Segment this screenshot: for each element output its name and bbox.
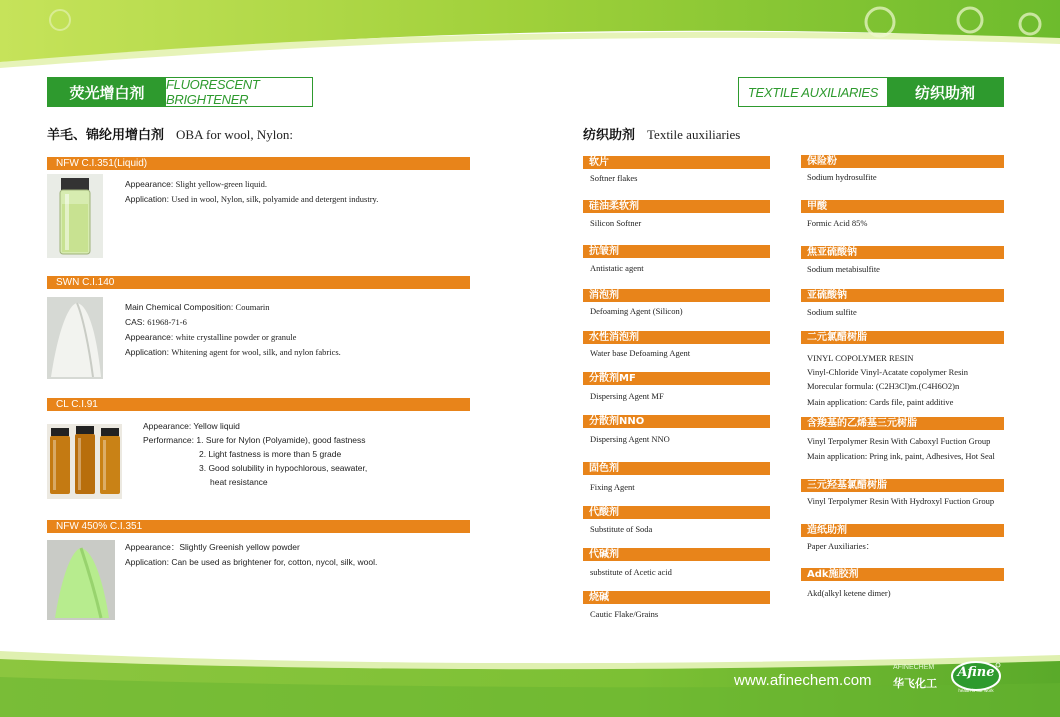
aux-text: Akd(alkyl ketene dimer) [807,588,891,598]
aux-text: Main application: Pring ink, paint, Adhesives, Hot Seal [807,451,995,461]
aux-bar: 烧碱 [583,591,770,604]
aux-text: Morecular formula: (C2H3Cl)m.(C4H6O2)n [807,381,960,391]
aux-text: Main application: Cards file, paint additive [807,397,954,407]
fluorescent-brightener-header [47,77,313,107]
aux-bar: 消泡剂 [583,289,770,302]
aux-bar: 造纸助剂 [801,524,1004,537]
brand-en: AFINECHEM [893,664,935,671]
header-right-cn: 纺织助剂 [887,78,1003,106]
aux-bar: 代碱剂 [583,548,770,561]
aux-text: Sodium metabisulfite [807,264,880,274]
top-green-band [0,0,1060,70]
left-section-zh: 羊毛、锦纶用增白剂 [47,128,165,143]
product-line: Appearance: Yellow liquid [143,421,240,431]
aux-text: Dispersing Agent MF [590,391,664,401]
aux-text: Sodium hydrosulfite [807,172,877,182]
aux-bar: 亚硫酸钠 [801,289,1004,302]
aux-text: Vinyl Terpolymer Resin With Hydroxyl Fuction Group [807,496,995,506]
aux-text: Formic Acid 85% [807,218,868,228]
aux-text: Dispersing Agent NNO [590,434,670,444]
product-line: 3. Good solubility in hypochlorous, seawater, [199,463,368,473]
aux-bar: 二元氯醋树脂 [801,331,1004,344]
aux-bar: 软片 [583,156,770,169]
product-desc-nfw-450 [125,540,377,570]
left-section-title [47,124,293,143]
product-desc-cl [143,419,367,489]
logo-text: Afine [957,665,995,680]
product-line: Application: Whitening agent for wool, silk, and nylon fabrics. [125,347,341,357]
white-powder-icon [47,297,103,379]
product-line: Main Chemical Composition: Coumarin [125,302,270,312]
product-line: Application: Can be used as brightener for, cotton, nycol, silk, wool. [125,557,378,567]
product-line: Appearance: white crystalline powder or granule [125,332,297,342]
product-line: Appearance: Slight yellow-green liquid. [125,179,267,189]
aux-text: Paper Auxiliaries： [807,541,875,551]
aux-bar: 焦亚硫酸钠 [801,246,1004,259]
liquid-vial-icon [47,174,103,258]
aux-bar: 抗皱剂 [583,245,770,258]
right-section-title [583,124,740,143]
green-powder-icon [47,540,115,620]
aux-bar: 代酸剂 [583,506,770,519]
product-bar-cl: CL C.I.91 [47,398,470,411]
aux-text: Softner flakes [590,173,638,183]
aux-bar: 甲酸 [801,200,1004,213]
header-left-cn: 荧光增白剂 [48,78,166,106]
product-bar-swn: SWN C.I.140 [47,276,470,289]
textile-auxiliaries-header [738,77,1004,107]
right-section-zh: 纺织助剂 [583,128,636,143]
aux-bar: 硅油柔软剂 [583,200,770,213]
aux-bar: 固色剂 [583,462,770,475]
logo-slogan: health is our work [958,688,994,693]
product-line: CAS: 61968-71-6 [125,317,187,327]
website-link[interactable]: www.afinechem.com [734,672,872,689]
product-desc-swn [125,300,341,360]
product-line: heat resistance [210,477,268,487]
product-desc-nfw-liquid [125,177,378,207]
aux-text: Sodium sulfite [807,307,857,317]
aux-text: Cautic Flake/Grains [590,609,659,619]
aux-bar: 含羧基的乙烯基三元树脂 [801,417,1004,430]
header-right-en: TEXTILE AUXILIARIES [739,78,887,106]
aux-bar: 分散剂MF [583,372,770,385]
aux-bar: 分散剂NNO [583,415,770,428]
aux-bar: Adk施胶剂 [801,568,1004,581]
product-line: Appearance：Slightly Greenish yellow powder [125,542,300,552]
product-bar-nfw-liquid: NFW C.I.351(Liquid) [47,157,470,170]
header-left-en: FLUORESCENT BRIGHTENER [166,78,312,106]
aux-text: Substitute of Soda [590,524,653,534]
aux-text: substitute of Acetic acid [590,567,672,577]
aux-bar: 水性消泡剂 [583,331,770,344]
product-bar-nfw-450: NFW 450% C.I.351 [47,520,470,533]
aux-text: VINYL COPOLYMER RESIN [807,353,914,363]
aux-bar: 保险粉 [801,155,1004,168]
left-section-en: OBA for wool, Nylon: [176,127,294,142]
product-line: Performance: 1. Sure for Nylon (Polyamide), good fastness [143,435,366,445]
aux-text: Water base Defoaming Agent [590,348,691,358]
right-section-en: Textile auxiliaries [647,127,741,142]
product-line: 2. Light fastness is more than 5 grade [199,449,342,459]
aux-text: Fixing Agent [590,482,635,492]
aux-text: Silicon Softner [590,218,642,228]
aux-text: Defoaming Agent (Silicon) [590,306,683,316]
amber-bottles-icon [47,424,122,499]
aux-text: Vinyl Terpolymer Resin With Caboxyl Fuction Group [807,436,991,446]
product-line: Application: Used in wool, Nylon, silk, polyamide and detergent industry. [125,194,379,204]
brand-zh: 华飞化工 [893,677,937,690]
aux-text: Antistatic agent [590,263,644,273]
aux-text: Vinyl-Chloride Vinyl-Acatate copolymer Resin [807,367,968,377]
aux-bar: 三元羟基氯醋树脂 [801,479,1004,492]
